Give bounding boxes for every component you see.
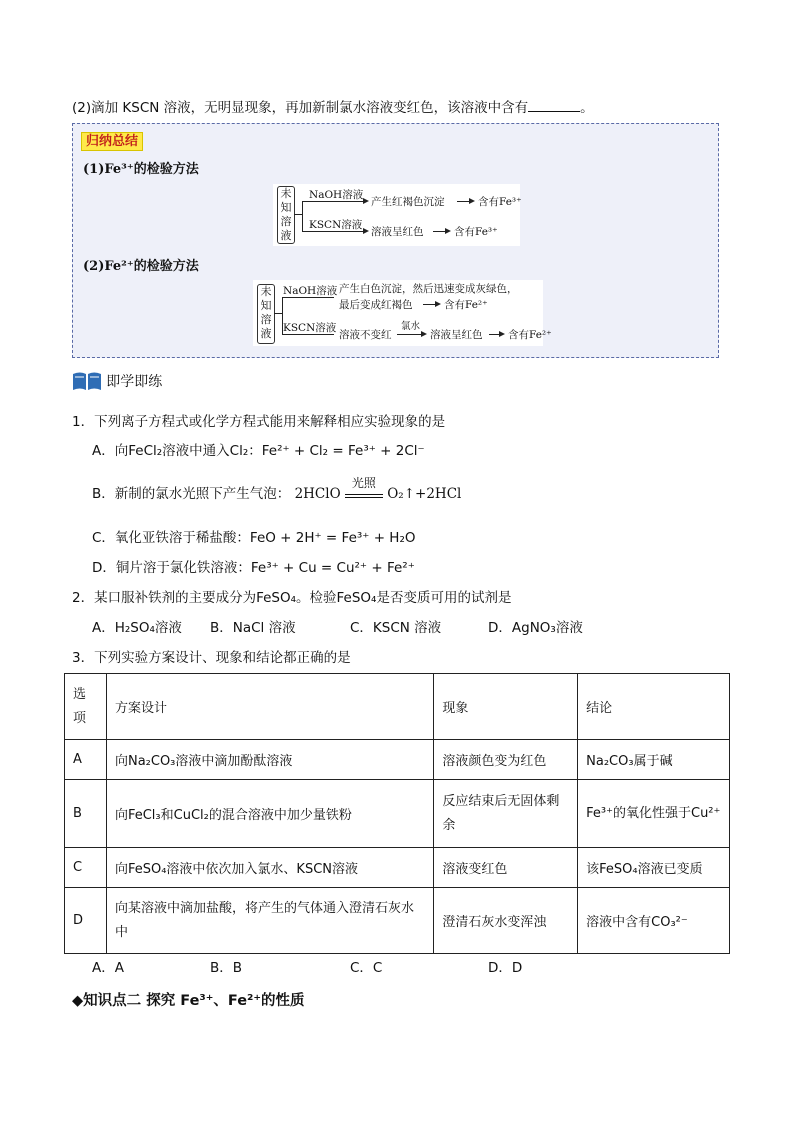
table-row: B 向FeCl₃和CuCl₂的混合溶液中加少量铁粉 反应结束后无固体剩余 Fe³⁺的氧化性强于Cu²⁺ [65, 780, 730, 848]
question-3-option-d[interactable]: D．D [488, 960, 523, 976]
reaction-condition: 光照 [351, 476, 376, 490]
fe3-method-title: (1)Fe³⁺的检验方法 [83, 162, 199, 177]
fill-in-question: (2)滴加 KSCN 溶液，无明显现象，再加新制氯水溶液变红色，该溶液中含有 。 [72, 100, 594, 116]
question-2-option-a[interactable]: A．H₂SO₄溶液 [92, 620, 182, 636]
reagent-kscn: KSCN溶液 [309, 219, 363, 231]
fe2-method-title: (2)Fe²⁺的检验方法 [83, 259, 199, 274]
question-3-option-a[interactable]: A．A [92, 960, 124, 976]
table-row: C 向FeSO₄溶液中依次加入氯水、KSCN溶液 溶液变红色 该FeSO₄溶液已变质 [65, 848, 730, 888]
answer-blank[interactable] [528, 99, 580, 112]
fe2-flow-diagram: 未 知 溶 液 NaOH溶液 KSCN溶液 产生白色沉淀，然后迅速变成灰绿色， 最后变成红褐色 含有Fe²⁺ 溶液不变红 氯水 溶液呈红色 含有Fe²⁺ [253, 280, 543, 346]
question-2-option-c[interactable]: C．KSCN 溶液 [350, 620, 442, 636]
question-2-stem: 2．某口服补铁剂的主要成分为FeSO₄。检验FeSO₄是否变质可用的试剂是 [72, 590, 512, 606]
experiment-table [64, 673, 730, 954]
reagent-naoh: NaOH溶液 [283, 285, 338, 297]
book-icon [72, 371, 102, 391]
knowledge-point-heading: ◆知识点二 探究 Fe³⁺、Fe²⁺的性质 [72, 993, 305, 1009]
unknown-solution-box: 未 知 溶 液 [277, 186, 295, 244]
question-2-option-d[interactable]: D．AgNO₃溶液 [488, 620, 583, 636]
question-1-option-b[interactable]: B．新制的氯水光照下产生气泡： 2HClO 光照 O₂↑+2HCl [92, 476, 462, 502]
summary-box [72, 123, 719, 358]
question-2-option-b[interactable]: B．NaCl 溶液 [210, 620, 296, 636]
reagent-kscn: KSCN溶液 [283, 322, 337, 334]
question-1-stem: 1．下列离子方程式或化学方程式能用来解释相应实验现象的是 [72, 414, 446, 430]
question-3-option-b[interactable]: B．B [210, 960, 243, 976]
question-1-option-c[interactable]: C．氧化亚铁溶于稀盐酸：FeO + 2H⁺ = Fe³⁺ + H₂O [92, 530, 416, 546]
table-row: D 向某溶液中滴加盐酸，将产生的气体通入澄清石灰水中 澄清石灰水变浑浊 溶液中含有CO₃²⁻ [65, 888, 730, 954]
reagent-naoh: NaOH溶液 [309, 189, 364, 201]
question-1-option-a[interactable]: A．向FeCl₂溶液中通入Cl₂：Fe²⁺ + Cl₂ = Fe³⁺ + 2Cl⁻ [92, 443, 425, 459]
fe3-flow-diagram: 未 知 溶 液 NaOH溶液 KSCN溶液 产生红褐色沉淀 含有Fe³⁺ 溶液呈红色 含有Fe³⁺ [273, 184, 520, 246]
practice-section-header: 即学即练 [72, 371, 162, 391]
unknown-solution-box: 未 知 溶 液 [257, 284, 275, 344]
table-header-row: 选项 方案设计 现象 结论 [65, 674, 730, 740]
table-row: A 向Na₂CO₃溶液中滴加酚酞溶液 溶液颜色变为红色 Na₂CO₃属于碱 [65, 740, 730, 780]
question-1-option-d[interactable]: D．铜片溶于氯化铁溶液：Fe³⁺ + Cu = Cu²⁺ + Fe²⁺ [92, 560, 415, 576]
question-3-option-c[interactable]: C．C [350, 960, 383, 976]
summary-tag: 归纳总结 [81, 132, 143, 151]
question-3-stem: 3．下列实验方案设计、现象和结论都正确的是 [72, 650, 351, 666]
